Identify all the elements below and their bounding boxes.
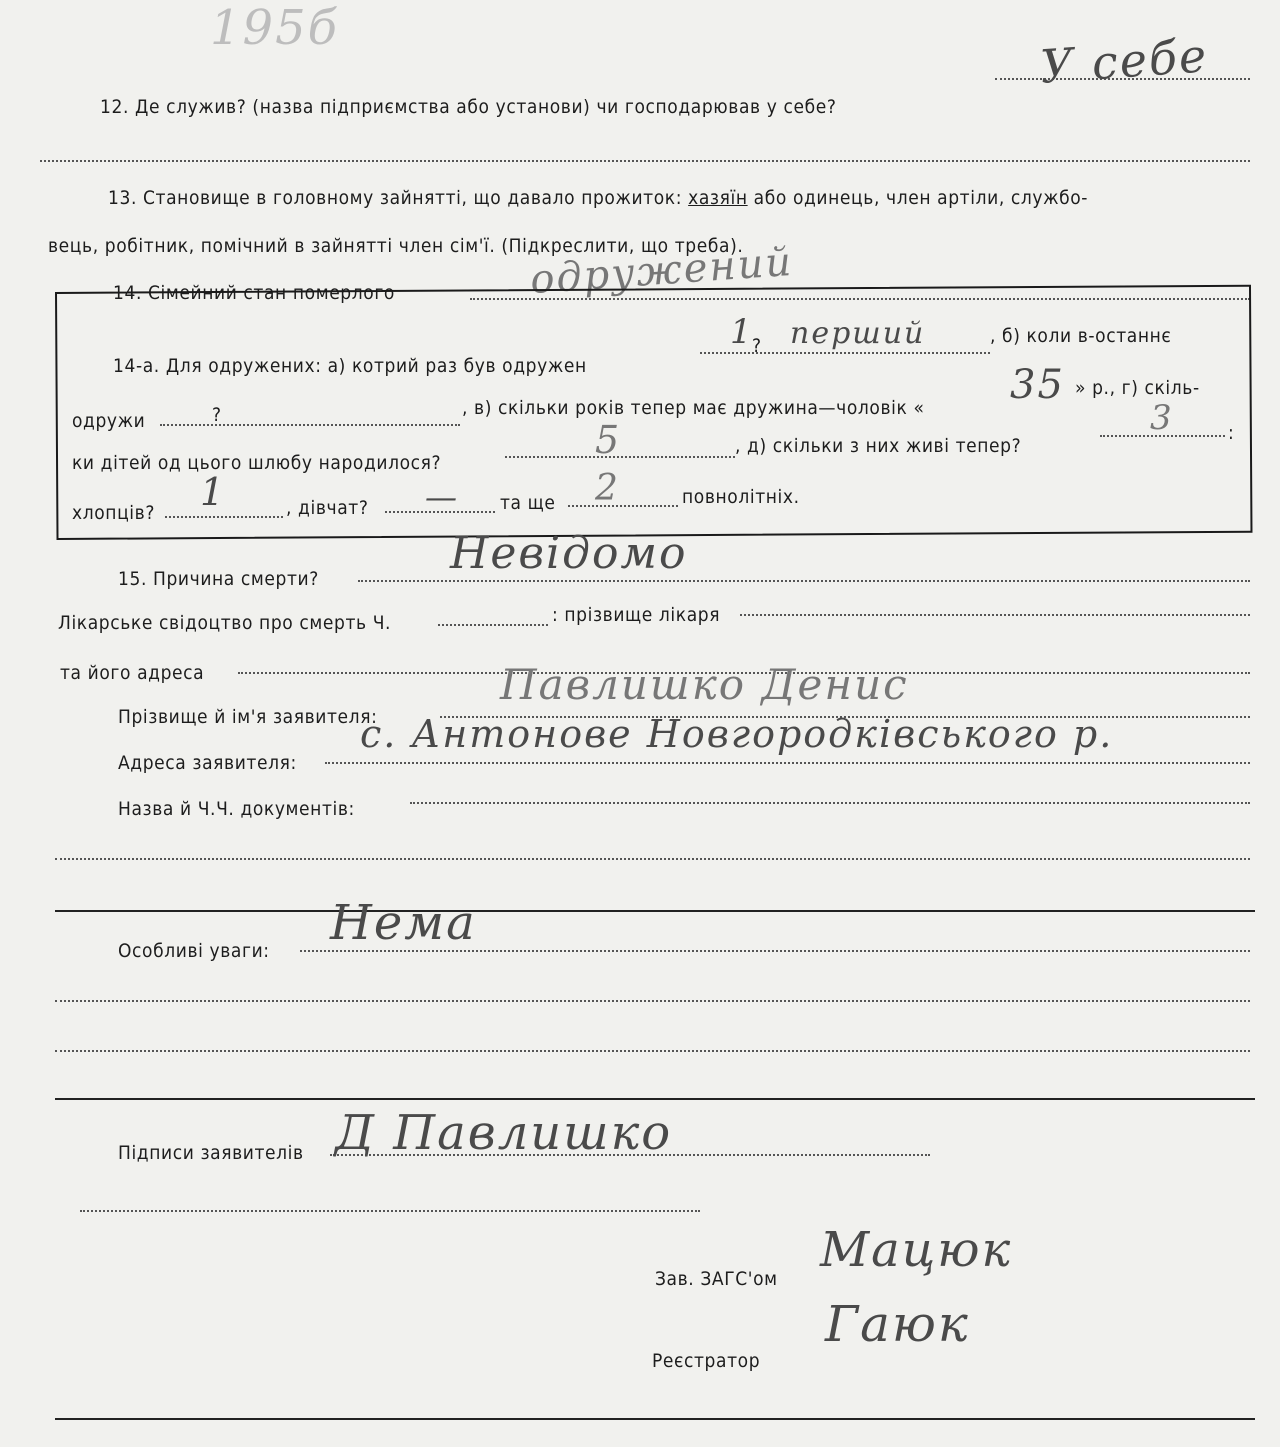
q14a-girls-label: , дівчат? — [286, 497, 369, 519]
q14a-adults: 2 — [595, 468, 620, 509]
applicant-address: с. Антонове Новгородківського р. — [360, 712, 1114, 756]
q12-answer: У себе — [1038, 28, 1210, 94]
q14a-boys: 1 — [200, 470, 227, 514]
remarks-line-3 — [55, 1050, 1250, 1052]
applicant-name: Павлишко Денис — [500, 660, 909, 709]
q14a-children-alive: 3 — [1150, 398, 1174, 438]
q14a-children-alive-label: , д) скільки з них живі тепер? — [735, 435, 1022, 457]
q14a-line1 — [113, 355, 587, 377]
applicant-signature: Д Павлишко — [335, 1105, 673, 1161]
remarks-line-2 — [55, 1000, 1250, 1002]
doctor-certificate-label: Лікарське свідоцтво про смерть Ч. — [58, 612, 392, 634]
q14a-times-married-line — [700, 352, 990, 354]
q15-answer: Невідомо — [450, 528, 688, 579]
q12-label: 12. Де служив? (назва підприємства або установи) чи господарював у себе? — [100, 96, 837, 118]
q14a-children-born: 5 — [595, 418, 622, 462]
q13-underlined-word: хазяїн — [688, 187, 748, 209]
q14a-last-married-line — [160, 424, 460, 426]
q14a-times-married-label: 14-а. Для одружених: а) котрий раз був одружен — [113, 355, 587, 377]
q14a-q1: ? — [752, 335, 762, 357]
q12-continuation-line — [40, 160, 1250, 162]
q14a-colon: : — [1228, 422, 1235, 444]
documents-label: Назва й Ч.Ч. документів: — [118, 798, 355, 820]
q14a-adults-tail: повнолітніх. — [682, 486, 800, 508]
applicant-address-line — [325, 762, 1250, 764]
q14a-spouse-age: 35 — [1010, 362, 1065, 408]
q14a-spouse-age-label: , в) скільки років тепер має дружина—чоловік « — [462, 397, 925, 419]
q14-answer: одружений — [528, 238, 795, 304]
page-number: 195 — [210, 0, 308, 56]
doctor-certificate-line — [438, 624, 548, 626]
zags-head-label: Зав. ЗАГС'ом — [655, 1268, 778, 1290]
q13-prefix: 13. Становище в головному зайнятті, що давало прожиток: — [108, 187, 683, 209]
q14a-q2: ? — [212, 404, 222, 426]
registrar-signature: Гаюк — [825, 1295, 970, 1353]
q14-label: 14. Сімейний стан померлого — [113, 282, 395, 304]
q14a-answer-word: перший — [790, 316, 926, 351]
q14a-boys-line — [165, 516, 283, 518]
documents-continuation-line — [55, 858, 1250, 860]
q14a-adults-line — [568, 505, 678, 507]
q13-line2: вець, робітник, помічний в зайнятті член сім'ї. (Підкреслити, що треба). — [48, 235, 744, 257]
registrar-label: Реєстратор — [652, 1350, 761, 1372]
bottom-rule — [55, 1418, 1255, 1420]
q14a-more-label: та ще — [500, 492, 556, 514]
q15-label: 15. Причина смерти? — [118, 568, 319, 590]
q14a-line2-start: одружи — [72, 410, 146, 432]
doctor-address-label: та його адреса — [60, 662, 205, 684]
remarks-label: Особливі уваги: — [118, 940, 270, 962]
documents-line — [410, 802, 1250, 804]
zags-head-signature: Мацюк — [820, 1222, 1013, 1278]
q13-suffix: або одинець, член артіли, службо- — [753, 187, 1089, 209]
q13-line1 — [108, 187, 1088, 209]
applicant-name-label: Прізвище й ім'я заявителя: — [118, 706, 378, 728]
applicant-address-label: Адреса заявителя: — [118, 752, 297, 774]
q15-answer-line — [358, 580, 1250, 582]
q14a-times-married: 1 — [730, 312, 754, 352]
q14a-last-married-label: , б) коли в-останнє — [990, 325, 1172, 347]
section-divider-1 — [55, 910, 1255, 912]
remarks-answer: Нема — [330, 895, 477, 951]
signatures-line-2 — [80, 1210, 700, 1212]
doctor-name-line — [740, 614, 1250, 616]
q14a-girls: — — [425, 478, 459, 516]
page-number-stamp — [210, 0, 339, 56]
q14a-children-label: » р., г) скіль- — [1075, 377, 1200, 399]
page-mark: б — [307, 0, 339, 56]
section-divider-2 — [55, 1098, 1255, 1100]
q14a-children-born-label: ки дітей од цього шлюбу народилося? — [72, 452, 442, 474]
q14a-boys-label: хлопців? — [72, 502, 156, 524]
doctor-name-label: : прізвище лікаря — [552, 604, 721, 626]
signatures-label: Підписи заявителів — [118, 1142, 304, 1164]
